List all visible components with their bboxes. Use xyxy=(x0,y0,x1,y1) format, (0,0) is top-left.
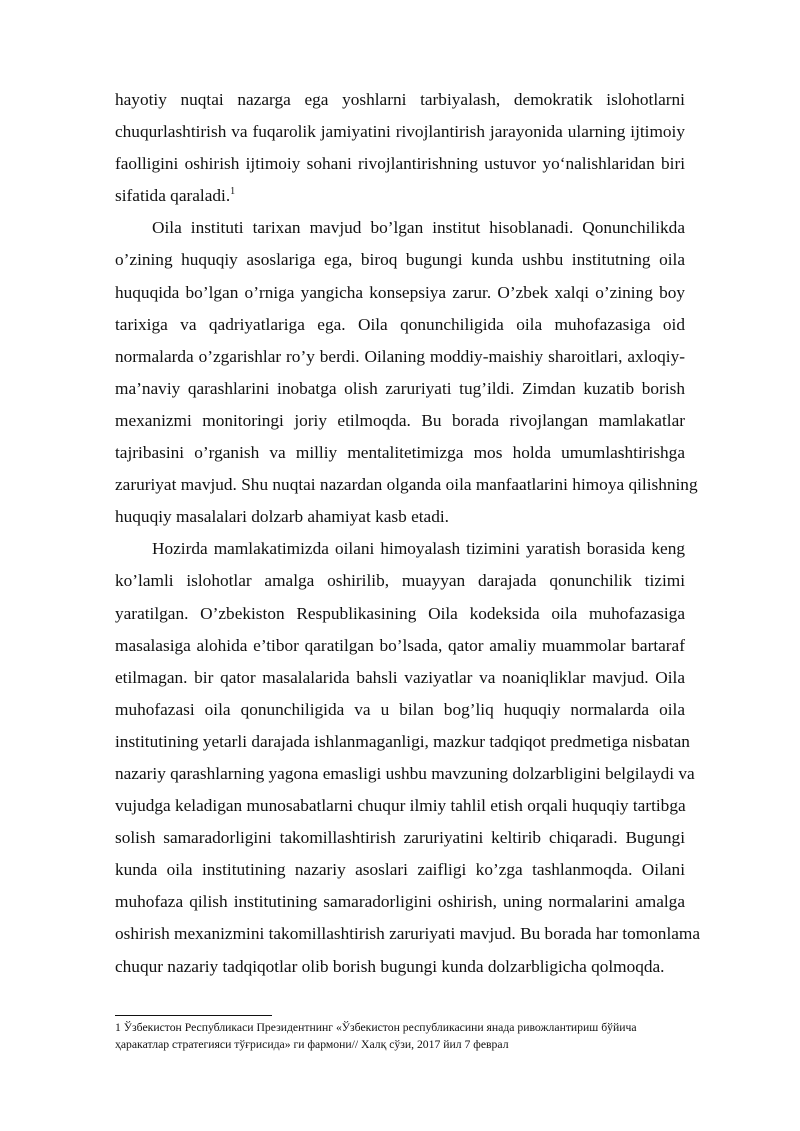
footnote-reference[interactable]: 1 xyxy=(230,185,236,197)
text-line: ma’naviy qarashlarini inobatga olish zaruriyati tug’ildi. Zimdan kuzatib borish xyxy=(115,378,685,398)
text-line: solish samaradorligini takomillashtirish zaruriyatini keltirib chiqaradi. Bugungi xyxy=(115,828,685,848)
text-line: nazariy qarashlarning yagona emasligi ushbu mavzuning dolzarbligini belgilaydi va xyxy=(115,763,695,783)
text-line: etilmagan. bir qator masalalarida bahsli vaziyatlar va noaniqliklar mavjud. Oila xyxy=(115,667,685,687)
text-line: oshirish mexanizmini takomillashtirish zaruriyati mavjud. Bu borada har tomonlama xyxy=(115,924,701,944)
text-line-content: sifatida qaraladi. xyxy=(115,186,231,206)
text-line: ko’lamli islohotlar amalga oshirilib, muayyan darajada qonunchilik tizimi xyxy=(115,571,685,591)
text-line: muhofazasi oila qonunchiligida va u bilan bog’liq huquqiy normalarda oila xyxy=(115,699,685,719)
text-line: o’zining huquqiy asoslariga ega, biroq bugungi kunda ushbu institutning oila xyxy=(115,250,685,270)
footnote-separator xyxy=(115,1015,272,1016)
paragraph-2 xyxy=(115,212,698,533)
text-line: yaratilgan. O’zbekiston Respublikasining Oila kodeksida oila muhofazasiga xyxy=(115,603,685,623)
text-line: tarixiga va qadriyatlariga ega. Oila qonunchiligida oila muhofazasiga oid xyxy=(115,314,685,334)
text-line: hayotiy nuqtai nazarga ega yoshlarni tarbiyalash, demokratik islohotlarni xyxy=(115,90,685,109)
text-line: chuqur nazariy tadqiqotlar olib borish bugungi kunda dolzarbligicha qolmoqda. xyxy=(115,956,665,976)
text-line: chuqurlashtirish va fuqarolik jamiyatini rivojlantirish jarayonida ularning ijtimoiy xyxy=(115,122,685,142)
text-line: huquqiy masalalari dolzarb ahamiyat kasb etadi. xyxy=(115,507,449,527)
document-body xyxy=(115,84,701,983)
text-line: tajribasini o’rganish va milliy mentalitetimizga mos holda umumlashtirishga xyxy=(115,443,685,463)
text-line: institutining yetarli darajada ishlanmaganligi, mazkur tadqiqot predmetiga nisbatan xyxy=(115,731,690,751)
text-line: zaruriyat mavjud. Shu nuqtai nazardan olganda oila manfaatlarini himoya qilishning xyxy=(115,475,698,495)
text-line xyxy=(115,180,685,212)
text-line: kunda oila institutining nazariy asoslari zaifligi ko’zga tashlanmoqda. Oilani xyxy=(115,860,685,880)
footnote-line: ҳаракатлар стратегияси тўғрисида» ги фармони// Халқ сўзи, 2017 йил 7 феврал xyxy=(115,1038,509,1051)
paragraph-1 xyxy=(115,84,685,212)
paragraph-3 xyxy=(115,533,701,982)
text-line: masalasiga alohida e’tibor qaratilgan bo’lsada, qator amaliy muammolar bartaraf xyxy=(115,635,685,655)
text-line: normalarda o’zgarishlar ro’y berdi. Oilaning moddiy-maishiy sharoitlari, axloqiy- xyxy=(115,346,685,366)
text-line: vujudga keladigan munosabatlarni chuqur ilmiy tahlil etish orqali huquqiy tartibga xyxy=(115,796,686,816)
footnote xyxy=(115,1019,735,1053)
text-line: muhofaza qilish institutining samaradorligini oshirish, uning normalarini amalga xyxy=(115,892,685,912)
text-line: mexanizmi monitoringi joriy etilmoqda. Bu borada rivojlangan mamlakatlar xyxy=(115,410,685,430)
footnote-line: 1 Ўзбекистон Республикаси Президентнинг «Ўзбекистон республикасини янада ривожлантириш бўйича xyxy=(115,1021,637,1034)
text-line: Oila instituti tarixan mavjud bo’lgan institut hisoblanadi. Qonunchilikda xyxy=(152,218,685,238)
text-line: huquqida bo’lgan o’rniga yangicha konsepsiya zarur. O’zbek xalqi o’zining boy xyxy=(115,282,685,302)
text-line: faolligini oshirish ijtimoiy sohani rivojlantirishning ustuvor yo‘nalishlaridan biri xyxy=(115,154,685,174)
text-line: Hozirda mamlakatimizda oilani himoyalash tizimini yaratish borasida keng xyxy=(152,539,685,559)
